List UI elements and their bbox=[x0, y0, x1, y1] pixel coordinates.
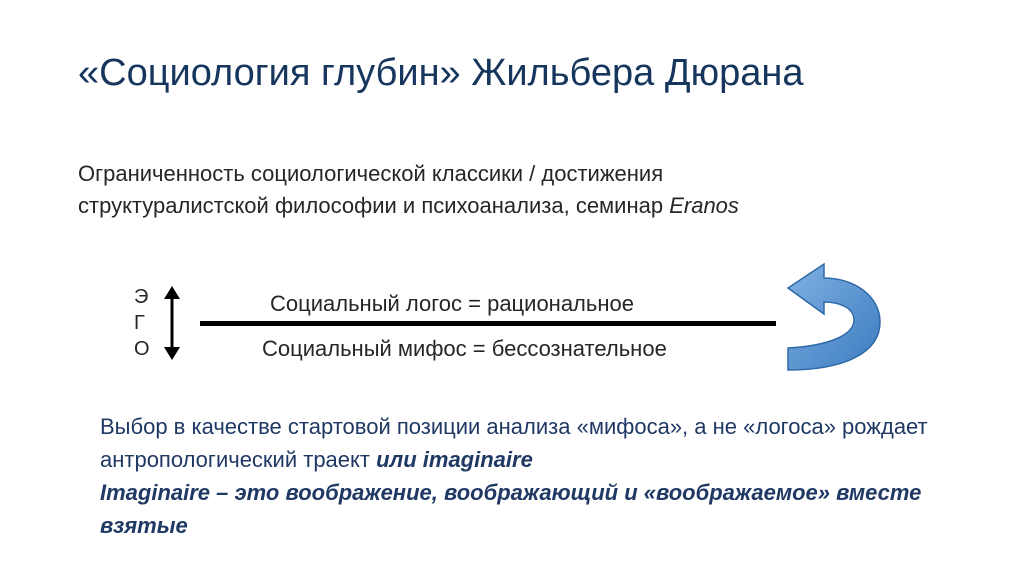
choice-emphasis-1: или imaginaire bbox=[376, 447, 533, 472]
ego-letter: О bbox=[134, 338, 150, 360]
subtitle-paragraph bbox=[78, 158, 958, 222]
choice-emphasis-2: Imaginaire – это воображение, воображающий и «воображаемое» вместе взятые bbox=[100, 480, 922, 538]
subtitle-line-1: Ограниченность социологической классики / достижения bbox=[78, 161, 664, 186]
logos-label: Социальный логос = рациональное bbox=[270, 291, 634, 316]
curved-return-arrow-icon bbox=[786, 262, 886, 374]
ego-vertical-label bbox=[134, 284, 150, 362]
slide-title: «Социология глубин» Жильбера Дюрана bbox=[78, 52, 804, 94]
double-arrow-vertical-icon bbox=[160, 286, 184, 360]
ego-letter: Э bbox=[134, 286, 149, 308]
divider-line bbox=[200, 321, 776, 326]
choice-paragraph bbox=[100, 410, 930, 542]
ego-letter: Г bbox=[134, 312, 145, 334]
mythos-label: Социальный мифос = бессознательное bbox=[262, 336, 667, 361]
subtitle-line-2: структуралистской философии и психоанализа, семинар bbox=[78, 193, 670, 218]
choice-text: Выбор в качестве стартовой позиции анализа «мифоса», а не «логоса» рождает антропологический траект bbox=[100, 414, 928, 472]
eranos-label: Eranos bbox=[669, 193, 739, 218]
